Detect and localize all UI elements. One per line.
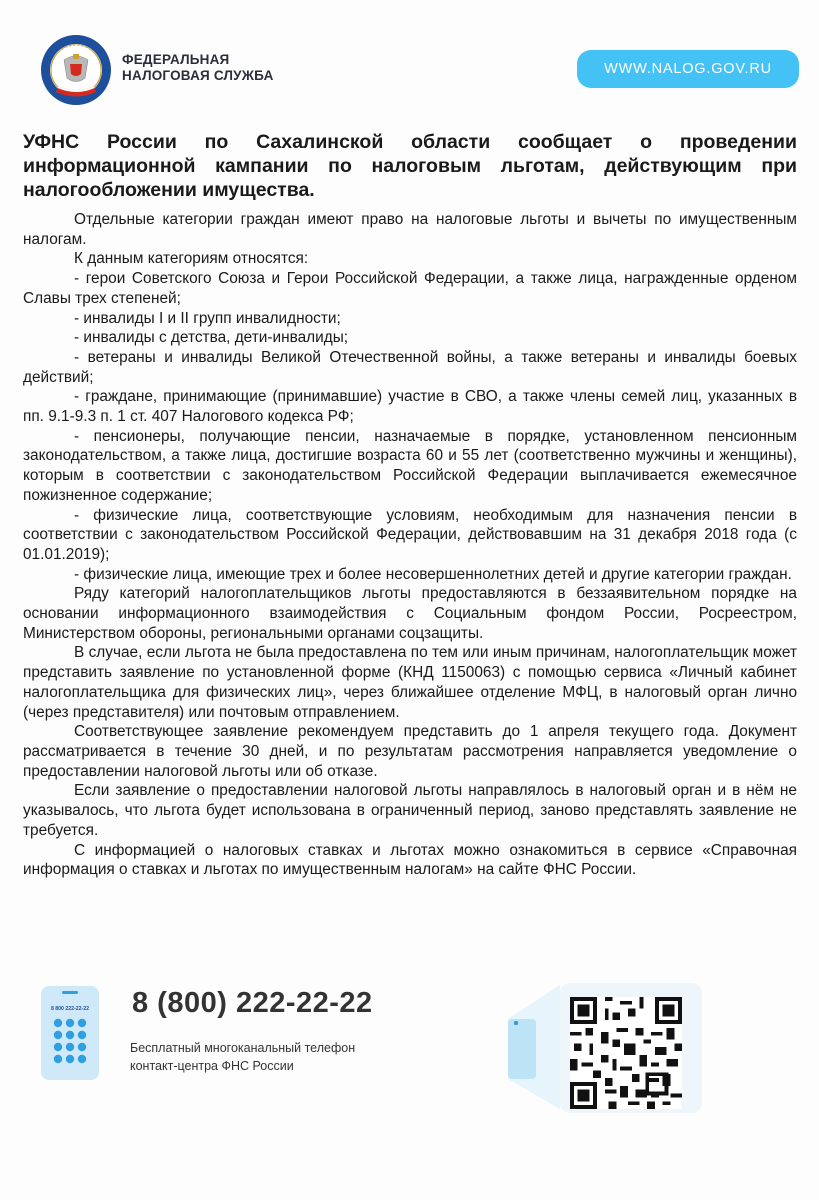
phone-screen-text: 8 800 222-22-22 bbox=[50, 1006, 90, 1012]
article-paragraph: Соответствующее заявление рекомендуем представить до 1 апреля текущего года. Документ рассматривается в течение 30 дней, и по результатам рассмотрения направляется уведомление о предоставлении налоговой льготы или об отказе. bbox=[23, 723, 797, 780]
fns-emblem-icon bbox=[40, 34, 112, 106]
article-paragraph: - граждане, принимающие (принимавшие) участие в СВО, а также члены семей лиц, указанных в пп. 9.1-9.3 п. 1 ст. 407 Налогового кодекса РФ; bbox=[23, 388, 797, 426]
article-paragraph: - инвалиды I и II групп инвалидности; bbox=[74, 309, 341, 327]
article-paragraph: Ряду категорий налогоплательщиков льготы предоставляются в беззаявительном порядке на основании информационного взаимодействия с Социальным фондом России, Росреестром, Министерством обороны, региональными органами соцзащиты. bbox=[23, 585, 797, 642]
org-name bbox=[122, 52, 274, 84]
article-paragraph: Если заявление о предоставлении налоговой льготы направлялось в налоговый орган и в нём не указывалось, что льгота будет использована в ограниченный период, заново представлять заявление не требуется. bbox=[23, 782, 797, 839]
article-paragraph: - физические лица, соответствующие условиям, необходимым для назначения пенсии в соответствии с законодательством Российской Федерации, действовавшим на 31 декабря 2018 года (с 01.01.2019); bbox=[23, 506, 797, 563]
org-name-line2: НАЛОГОВАЯ СЛУЖБА bbox=[122, 68, 274, 83]
article-paragraph: - инвалиды с детства, дети-инвалиды; bbox=[74, 329, 349, 347]
hotline-number[interactable]: 8 (800) 222-22-22 bbox=[132, 987, 373, 1019]
article-paragraph: - ветераны и инвалиды Великой Отечественной войны, а также ветераны и инвалиды боевых действий; bbox=[23, 348, 797, 386]
article bbox=[23, 130, 797, 880]
article-paragraph: - герои Советского Союза и Герои Российской Федерации, а также лица, награжденные орденом Славы трех степеней; bbox=[23, 270, 797, 307]
hotline-description bbox=[130, 1039, 355, 1075]
qr-code-icon[interactable] bbox=[570, 997, 682, 1109]
hotline-desc-line2: контакт-центра ФНС России bbox=[130, 1059, 294, 1073]
article-body bbox=[23, 210, 797, 880]
footer bbox=[0, 975, 819, 1115]
article-title: УФНС России по Сахалинской области сообщает о проведении информационной кампании по налоговым льготам, действующим при налогообложении имущества. bbox=[23, 131, 797, 201]
org-name-line1: ФЕДЕРАЛЬНАЯ bbox=[122, 52, 230, 67]
article-paragraph: С информацией о налоговых ставках и льготах можно ознакомиться в сервисе «Справочная информация о ставках и льготах по имущественным налогам» на сайте ФНС России. bbox=[23, 841, 797, 879]
page-header bbox=[0, 0, 819, 120]
website-link-button[interactable]: WWW.NALOG.GOV.RU bbox=[577, 50, 799, 88]
article-paragraph: В случае, если льгота не была предоставлена по тем или иным причинам, налогоплательщик может представить заявление по установленной форме (КНД 1150063) с помощью сервиса «Личный кабинет налогоплательщика для физических лиц», через ближайшее отделение МФЦ, в налоговый орган лично (через представителя) или почтовым отправлением. bbox=[23, 644, 797, 721]
phone-icon bbox=[40, 985, 100, 1081]
article-paragraph: Отдельные категории граждан имеют право на налоговые льготы и вычеты по имущественным налогам. bbox=[23, 211, 797, 248]
article-paragraph: К данным категориям относятся: bbox=[74, 250, 309, 268]
article-paragraph: - физические лица, имеющие трех и более несовершеннолетних детей и другие категории граждан. bbox=[74, 565, 792, 583]
article-paragraph: - пенсионеры, получающие пенсии, назначаемые в порядке, установленном пенсионным законодательством, а также лица, достигшие возраста 60 и 55 лет (соответственно мужчины и женщины), которым в соответствии с законодательством Российской Федерации выплачивается ежемесячное пожизненное содержание; bbox=[23, 427, 797, 504]
hotline-desc-line1: Бесплатный многоканальный телефон bbox=[130, 1041, 356, 1055]
